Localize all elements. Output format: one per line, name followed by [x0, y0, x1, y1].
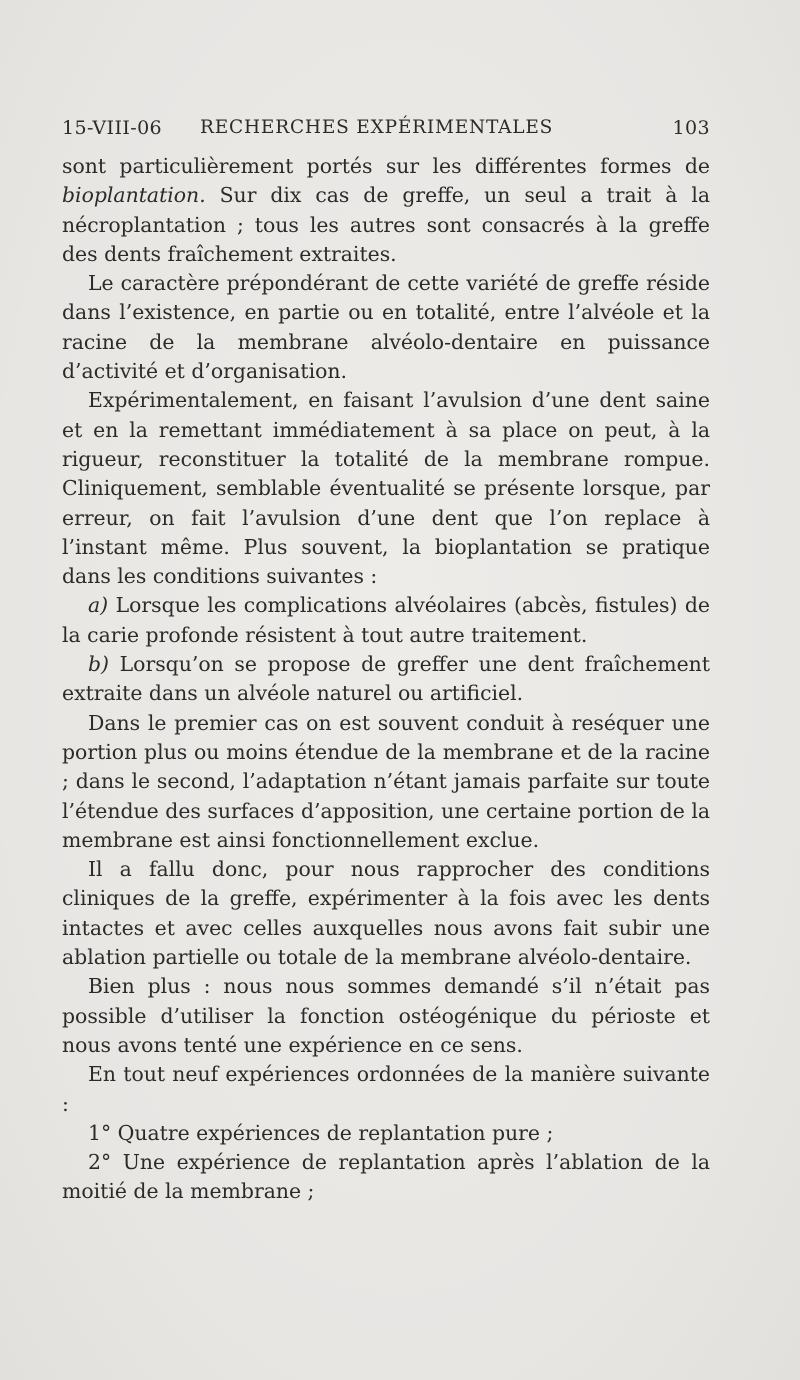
- italic-term: bioplantation.: [62, 183, 206, 208]
- body-text: [62, 152, 710, 1207]
- header-date-code: 15-VIII-06: [62, 117, 163, 139]
- paragraph: En tout neuf expériences ordonnées de la manière suivante :: [62, 1062, 710, 1116]
- paragraph: Bien plus : nous nous sommes demandé s’il n’était pas possible d’utiliser la fonction ostéogénique du périoste et nous avons tenté une expérience en ce sens.: [62, 974, 710, 1057]
- list-item-a: [62, 591, 710, 650]
- list-marker: a): [88, 593, 109, 618]
- list-item-b: [62, 650, 710, 709]
- list-marker: b): [88, 652, 110, 677]
- paragraph: Dans le premier cas on est souvent conduit à reséquer une portion plus ou moins étendue de la membrane et de la racine ; dans le second, l’adaptation n’étant jamais parfaite sur toute l’étendue des surfaces d’apposition, une certaine portion de la membrane est ainsi fonctionnellement exclue.: [62, 710, 710, 852]
- page-number: 103: [672, 117, 710, 139]
- paragraph: Il a fallu donc, pour nous rapprocher des conditions cliniques de la greffe, expérimenter à la fois avec les dents intactes et avec celles auxquelles nous avons fait subir une ablation partielle ou totale de la membrane alvéolo-dentaire.: [62, 857, 710, 970]
- paragraph-text: Sur dix cas de greffe, un seul a trait à la nécroplantation ; tous les autres sont consacrés à la greffe des dents fraîchement extraites.: [62, 183, 710, 266]
- paragraph: Expérimentalement, en faisant l’avulsion d’une dent saine et en la remettant immédiatement à sa place on peut, à la rigueur, reconstituer la totalité de la membrane rompue. Cliniquement, semblable éventualité se présente lorsque, par erreur, on fait l’avulsion d’une dent que l’on replace à l’instant même. Plus souvent, la bioplantation se pratique dans les conditions suivantes :: [62, 388, 710, 589]
- list-item-text: Lorsque les complications alvéolaires (abcès, fistules) de la carie profonde résistent à tout autre traitement.: [62, 593, 710, 647]
- header-chapter-title: RECHERCHES EXPÉRIMENTALES: [200, 117, 554, 138]
- paragraph-continued: [62, 152, 710, 269]
- paragraph-text: sont particulièrement portés sur les différentes formes de: [62, 154, 710, 178]
- list-item-text: Lorsqu’on se propose de greffer une dent fraîchement extraite dans un alvéole naturel ou artificiel.: [62, 652, 710, 706]
- numbered-item-2: 2° Une expérience de replantation après l’ablation de la moitié de la membrane ;: [62, 1150, 710, 1204]
- numbered-item-1: 1° Quatre expériences de replantation pure ;: [88, 1120, 554, 1145]
- running-head: [62, 117, 710, 145]
- paragraph: Le caractère prépondérant de cette variété de greffe réside dans l’existence, en partie ou en totalité, entre l’alvéole et la racine de la membrane alvéolo-dentaire en puissance d’activité et d’organisation.: [62, 271, 710, 384]
